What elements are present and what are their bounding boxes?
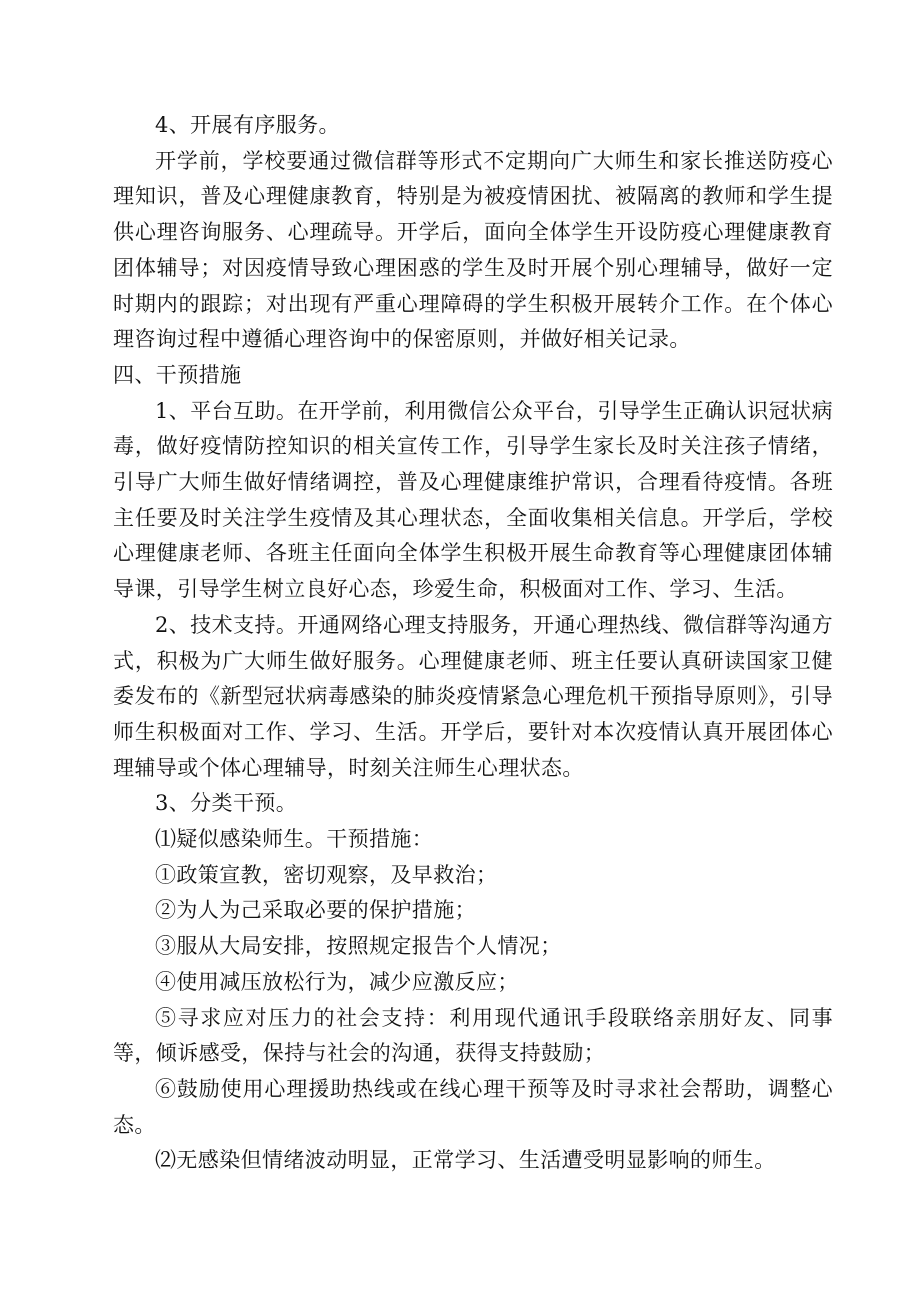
section-heading: 四、干预措施 <box>113 362 242 387</box>
document-body <box>113 108 833 1179</box>
sub-item-heading: ⑵无感染但情绪波动明显，正常学习、生活遭受明显影响的师生。 <box>155 1148 776 1173</box>
list-item: ③服从大局安排，按照规定报告个人情况； <box>155 934 562 959</box>
section-item-heading: 4、开展有序服务。 <box>155 113 340 137</box>
list-item: ⑤寻求应对压力的社会支持：利用现代通讯手段联络亲朋好友、同事等，倾诉感受，保持与社会的沟通，获得支持鼓励； <box>113 1005 833 1066</box>
list-item: ①政策宣教，密切观察，及早救治； <box>155 862 498 887</box>
body-paragraph: 2、技术支持。开通网络心理支持服务，开通心理热线、微信群等沟通方式，积极为广大师生做好服务。心理健康老师、班主任要认真研读国家卫健委发布的《新型冠状病毒感染的肺炎疫情紧急心理危机干预指导原则》，引导师生积极面对工作、学习、生活。开学后，要针对本次疫情认真开展团体心理辅导或个体心理辅导，时刻关注师生心理状态。 <box>113 612 833 780</box>
body-paragraph: 开学前，学校要通过微信群等形式不定期向广大师生和家长推送防疫心理知识，普及心理健康教育，特别是为被疫情困扰、被隔离的教师和学生提供心理咨询服务、心理疏导。开学后，面向全体学生开设防疫心理健康教育团体辅导；对因疫情导致心理困惑的学生及时开展个别心理辅导，做好一定时期内的跟踪；对出现有严重心理障碍的学生积极开展转介工作。在个体心理咨询过程中遵循心理咨询中的保密原则，并做好相关记录。 <box>113 148 833 352</box>
list-item: ⑥鼓励使用心理援助热线或在线心理干预等及时寻求社会帮助，调整心态。 <box>113 1076 833 1137</box>
list-item: ②为人为己采取必要的保护措施； <box>155 898 476 923</box>
section-item-heading: 3、分类干预。 <box>155 791 298 816</box>
body-paragraph: 1、平台互助。在开学前，利用微信公众平台，引导学生正确认识冠状病毒，做好疫情防控知识的相关宣传工作，引导学生家长及时关注孩子情绪，引导广大师生做好情绪调控，普及心理健康维护常识，合理看待疫情。各班主任要及时关注学生疫情及其心理状态，全面收集相关信息。开学后，学校心理健康老师、各班主任面向全体学生积极开展生命教育等心理健康团体辅导课，引导学生树立良好心态，珍爱生命，积极面对工作、学习、生活。 <box>113 398 833 602</box>
sub-item-heading: ⑴疑似感染师生。干预措施： <box>155 827 434 852</box>
list-item: ④使用减压放松行为，减少应激反应； <box>155 969 519 994</box>
